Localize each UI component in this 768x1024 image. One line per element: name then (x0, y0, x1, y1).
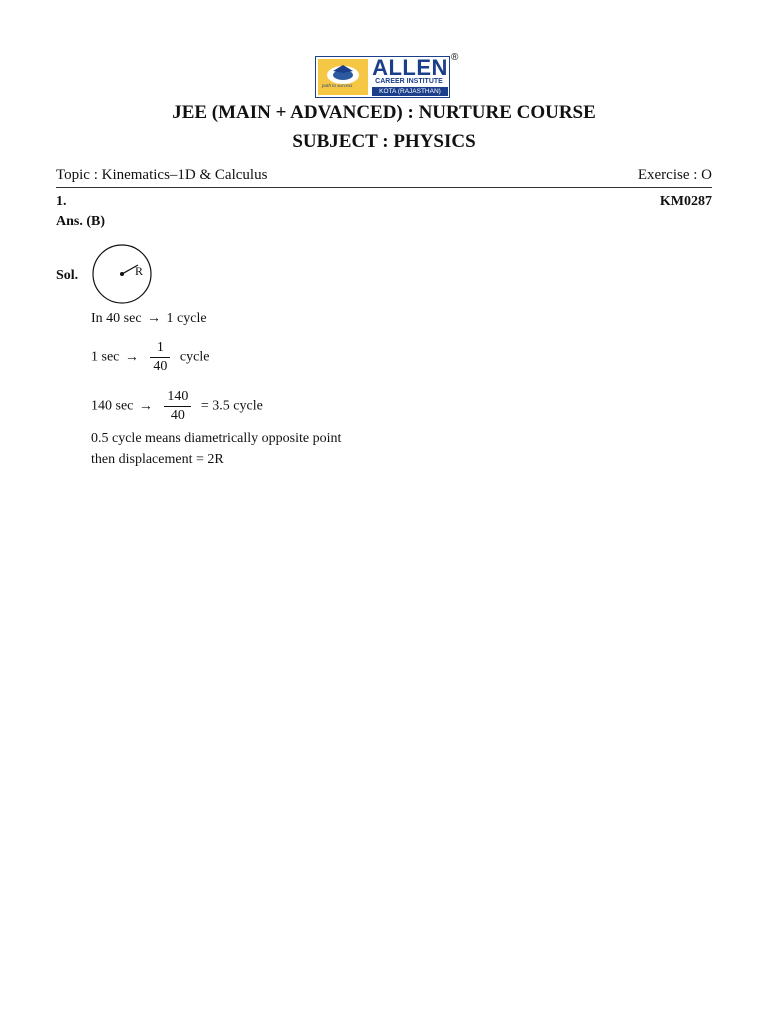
fraction-numerator: 140 (164, 388, 191, 407)
fraction-140-over-40 (164, 388, 191, 425)
arrow-icon: → (138, 398, 153, 414)
logo-location: KOTA (RAJASTHAN) (372, 87, 448, 96)
fraction-1-over-40 (150, 339, 170, 376)
solution-line-1 (91, 311, 207, 327)
solution-label: Sol. (56, 268, 79, 283)
fraction-denominator: 40 (153, 359, 168, 374)
exercise-label: Exercise : O (637, 167, 712, 183)
line2-post: cycle (179, 349, 210, 365)
line3-pre: 140 sec (91, 398, 134, 414)
line1-post: 1 cycle (166, 311, 207, 326)
fraction-numerator: 1 (150, 339, 170, 358)
solution-line-5: then displacement = 2R (91, 452, 224, 467)
line3-post: = 3.5 cycle (200, 398, 263, 414)
arrow-icon: → (147, 311, 162, 326)
subject-title: SUBJECT : PHYSICS (292, 131, 476, 152)
emblem-icon (318, 59, 368, 95)
line2-pre: 1 sec (91, 349, 120, 365)
circle-diagram (90, 244, 156, 304)
logo-tagline: path to success (322, 84, 353, 89)
radius-label: R (135, 264, 144, 278)
solution-line-3 (91, 388, 263, 425)
logo-subtitle: CAREER INSTITUTE (375, 78, 443, 85)
solution-line-4: 0.5 cycle means diametrically opposite point (91, 431, 342, 446)
question-code: KM0287 (659, 194, 712, 209)
question-number: 1. (56, 194, 67, 209)
course-title: JEE (MAIN + ADVANCED) : NURTURE COURSE (172, 102, 596, 123)
logo-brand: ALLEN (372, 55, 448, 80)
allen-logo (315, 56, 450, 98)
solution-line-2 (91, 339, 209, 376)
fraction-denominator: 40 (170, 408, 185, 423)
arrow-icon: → (124, 349, 139, 365)
answer-label: Ans. (B) (56, 214, 106, 229)
line1-pre: In 40 sec (91, 311, 142, 326)
topic-label: Topic : Kinematics–1D & Calculus (56, 167, 268, 183)
header-divider (56, 187, 712, 188)
registered-mark: ® (451, 52, 459, 63)
